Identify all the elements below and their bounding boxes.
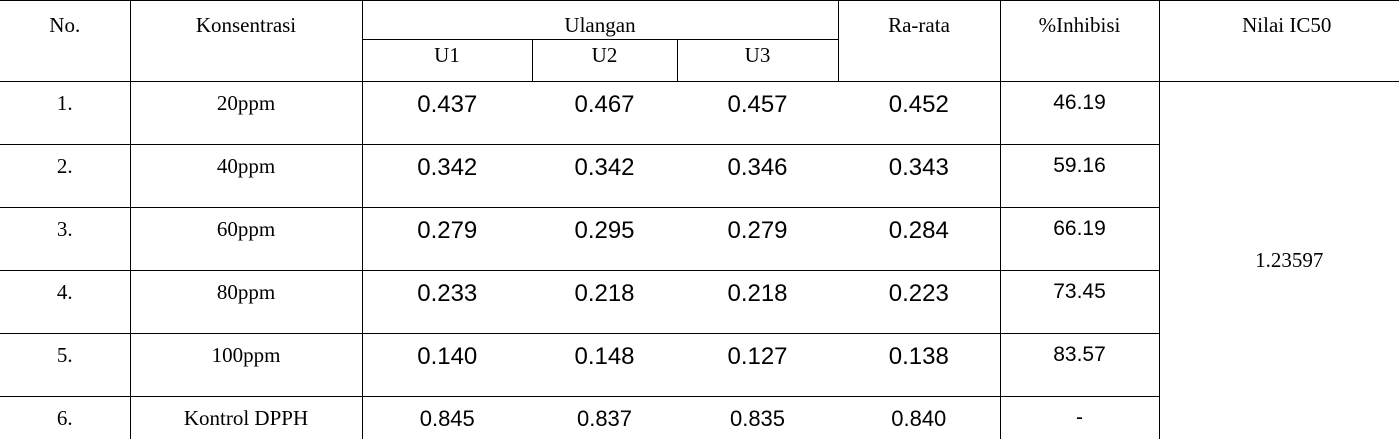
cell-no: 3. bbox=[0, 208, 130, 271]
cell-konsentrasi: Kontrol DPPH bbox=[130, 397, 362, 439]
cell-konsentrasi: 20ppm bbox=[130, 82, 362, 145]
cell-u2: 0.342 bbox=[532, 145, 677, 208]
cell-u1: 0.233 bbox=[362, 271, 532, 334]
cell-inhibisi: 46.19 bbox=[1000, 82, 1159, 145]
header-inhibisi: %Inhibisi bbox=[1000, 1, 1159, 82]
header-u1: U1 bbox=[362, 40, 532, 82]
cell-rata-rata: 0.223 bbox=[838, 271, 1000, 334]
cell-rata-rata: 0.138 bbox=[838, 334, 1000, 397]
cell-konsentrasi: 40ppm bbox=[130, 145, 362, 208]
cell-rata-rata: 0.343 bbox=[838, 145, 1000, 208]
cell-u1: 0.140 bbox=[362, 334, 532, 397]
header-rata-rata: Ra-rata bbox=[838, 1, 1000, 82]
header-no: No. bbox=[0, 1, 130, 82]
cell-u2: 0.467 bbox=[532, 82, 677, 145]
cell-inhibisi: 83.57 bbox=[1000, 334, 1159, 397]
cell-u3: 0.127 bbox=[677, 334, 838, 397]
cell-u3: 0.457 bbox=[677, 82, 838, 145]
header-konsentrasi: Konsentrasi bbox=[130, 1, 362, 82]
cell-inhibisi: 73.45 bbox=[1000, 271, 1159, 334]
cell-u2: 0.148 bbox=[532, 334, 677, 397]
cell-inhibisi: 66.19 bbox=[1000, 208, 1159, 271]
cell-u1: 0.279 bbox=[362, 208, 532, 271]
cell-rata-rata: 0.840 bbox=[838, 397, 1000, 439]
cell-u3: 0.835 bbox=[677, 397, 838, 439]
cell-u1: 0.437 bbox=[362, 82, 532, 145]
cell-u2: 0.218 bbox=[532, 271, 677, 334]
cell-rata-rata: 0.452 bbox=[838, 82, 1000, 145]
cell-u1: 0.342 bbox=[362, 145, 532, 208]
header-u3: U3 bbox=[677, 40, 838, 82]
header-ulangan: Ulangan bbox=[362, 1, 838, 40]
cell-inhibisi: - bbox=[1000, 397, 1159, 439]
cell-u2: 0.295 bbox=[532, 208, 677, 271]
header-u2: U2 bbox=[532, 40, 677, 82]
cell-konsentrasi: 80ppm bbox=[130, 271, 362, 334]
cell-no: 1. bbox=[0, 82, 130, 145]
cell-konsentrasi: 60ppm bbox=[130, 208, 362, 271]
header-nilai-ic50: Nilai IC50 bbox=[1159, 1, 1399, 82]
cell-konsentrasi: 100ppm bbox=[130, 334, 362, 397]
cell-u3: 0.218 bbox=[677, 271, 838, 334]
cell-ic50-value: 1.23597 bbox=[1159, 82, 1399, 439]
cell-no: 2. bbox=[0, 145, 130, 208]
cell-no: 6. bbox=[0, 397, 130, 439]
cell-u1: 0.845 bbox=[362, 397, 532, 439]
cell-u3: 0.346 bbox=[677, 145, 838, 208]
cell-no: 5. bbox=[0, 334, 130, 397]
table-row bbox=[0, 82, 1399, 145]
cell-no: 4. bbox=[0, 271, 130, 334]
cell-inhibisi: 59.16 bbox=[1000, 145, 1159, 208]
cell-u2: 0.837 bbox=[532, 397, 677, 439]
cell-rata-rata: 0.284 bbox=[838, 208, 1000, 271]
cell-u3: 0.279 bbox=[677, 208, 838, 271]
